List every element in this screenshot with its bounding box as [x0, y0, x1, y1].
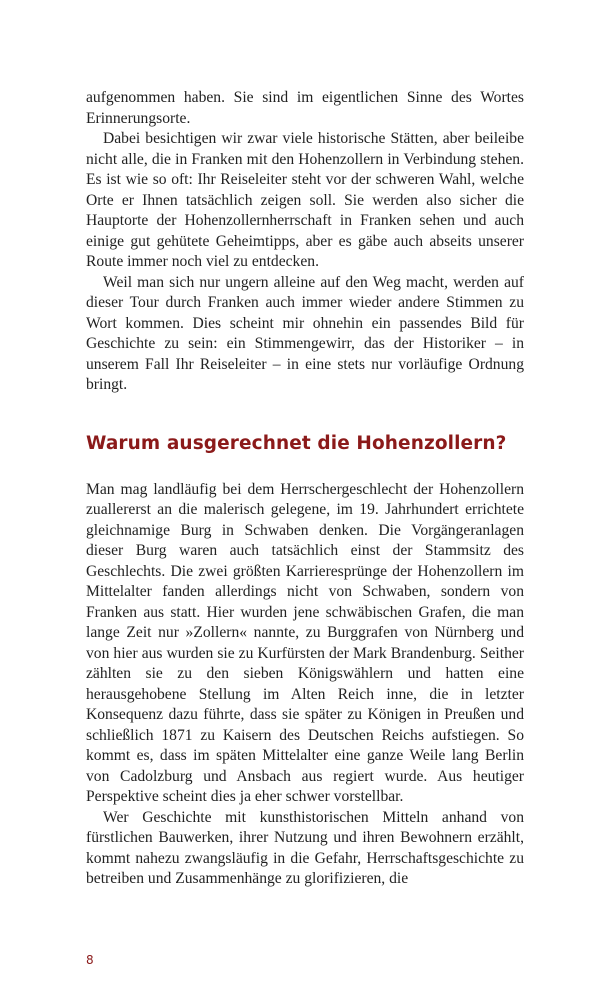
- body-paragraph: Man mag landläufig bei dem Herrschergeschlecht der Hohenzollern zuallererst an die malerisch gelegene, im 19. Jahrhundert errichtete gleichnamige Burg in Schwaben denken. Die Vorgängeranlagen dieser Burg waren auch tatsächlich einst der Stammsitz des Geschlechts. Die zwei größten Karrieresprünge der Hohenzollern im Mittelalter fanden allerdings nicht von Schwaben, sondern von Franken aus statt. Hier wurden jene schwäbischen Grafen, die man lange Zeit nur »Zollern« nannte, zu Burggrafen von Nürnberg und von hier aus wurden sie zu Kurfürsten der Mark Brandenburg. Seither zählten sie zu den sieben Königswählern und hatten eine herausgehobene Stellung im Alten Reich inne, die in letzter Konsequenz dazu führte, dass sie später zu Königen in Preußen und schließlich 1871 zu Kaisern des Deutschen Reichs aufstiegen. So kommt es, dass im späten Mittelalter eine ganze Weile lang Berlin von Cadolzburg und Ansbach aus regiert wurde. Aus heutiger Perspektive scheint dies ja eher schwer vorstellbar.: [86, 480, 524, 805]
- body-paragraph-continued: aufgenommen haben. Sie sind im eigentlichen Sinne des Wortes Erinnerungsorte.: [86, 89, 524, 127]
- body-paragraph: Weil man sich nur ungern alleine auf den Weg macht, werden auf dieser Tour durch Franken auch immer wieder andere Stimmen zu Wort kommen. Dies scheint mir ohnehin ein passendes Bild für Geschichte zu sein: ein Stimmengewirr, das der Historiker – in unserem Fall Ihr Reiseleiter – in eine stets nur vorläufige Ordnung bringt.: [86, 273, 524, 393]
- body-paragraph: Wer Geschichte mit kunsthistorischen Mitteln anhand von fürstlichen Bauwerken, ihrer Nutzung und ihren Bewohnern erzählt, kommt nahezu zwangsläufig in die Gefahr, Herrschaftsgeschichte zu betreiben und Zusammenhänge zu glorifizieren, die: [86, 808, 524, 887]
- body-paragraph: Dabei besichtigen wir zwar viele historische Stätten, aber beileibe nicht alle, die in Franken mit den Hohenzollern in Verbindung stehen. Es ist wie so oft: Ihr Reiseleiter steht vor der schweren Wahl, welche Orte er Ihnen tatsächlich zeigen soll. Sie werden also sicher die Hauptorte der Hohenzollernherrschaft in Franken sehen und auch einige gut gehütete Geheimtipps, aber es gäbe auch abseits unserer Route immer noch viel zu entdecken.: [86, 130, 524, 270]
- page-body: [86, 88, 524, 890]
- page-number: 8: [86, 953, 95, 967]
- section-heading: Warum ausgerechnet die Hohenzollern?: [86, 432, 507, 454]
